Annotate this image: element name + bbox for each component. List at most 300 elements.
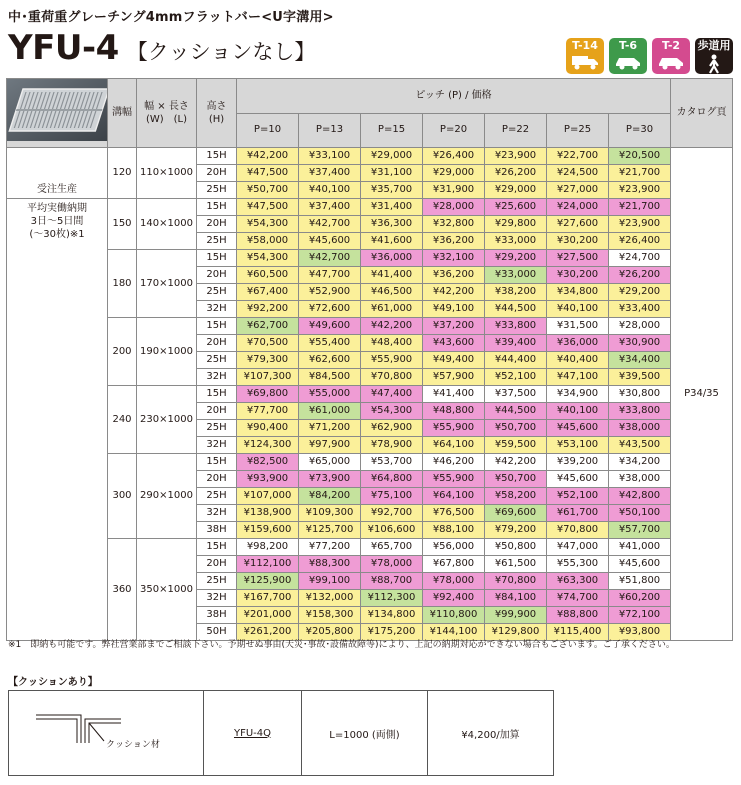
table-row <box>7 250 733 267</box>
price-cell: ¥29,200 <box>609 284 671 301</box>
cushion-title: 【クッションあり】 <box>8 677 98 688</box>
lead-time-label: 平均実働納期 <box>27 203 87 214</box>
height-value: 20H <box>197 267 237 284</box>
groove-width: 240 <box>108 386 137 454</box>
price-cell: ¥88,700 <box>361 573 423 590</box>
table-row <box>7 148 733 165</box>
height-value: 25H <box>197 284 237 301</box>
price-cell: ¥50,700 <box>237 182 299 199</box>
header-size-sub: (W) (L) <box>145 114 188 125</box>
grating-size: 190×1000 <box>137 318 197 386</box>
price-cell: ¥31,500 <box>547 318 609 335</box>
photo-spacer <box>7 148 108 182</box>
cushion-model: YFU-4Q <box>204 691 302 776</box>
price-cell: ¥110,800 <box>423 607 485 624</box>
grating-size: 230×1000 <box>137 386 197 454</box>
cushion-price: ¥4,200/加算 <box>428 691 554 776</box>
price-cell: ¥24,700 <box>609 250 671 267</box>
header-pitch-4: P=20 <box>423 113 485 148</box>
header-pitch-1: P=10 <box>237 113 299 148</box>
price-cell: ¥27,600 <box>547 216 609 233</box>
price-cell: ¥40,400 <box>547 352 609 369</box>
price-cell: ¥60,200 <box>609 590 671 607</box>
price-cell: ¥28,000 <box>423 199 485 216</box>
price-cell: ¥60,500 <box>237 267 299 284</box>
table-row <box>7 199 733 216</box>
header-pitch-3: P=15 <box>361 113 423 148</box>
table-row <box>7 539 733 556</box>
price-cell: ¥201,000 <box>237 607 299 624</box>
price-cell: ¥48,800 <box>423 403 485 420</box>
cushion-diagram <box>26 709 186 755</box>
price-cell: ¥49,100 <box>423 301 485 318</box>
price-cell: ¥21,700 <box>609 199 671 216</box>
price-cell: ¥33,100 <box>299 148 361 165</box>
price-cell: ¥50,800 <box>485 539 547 556</box>
price-cell: ¥50,100 <box>609 505 671 522</box>
price-cell: ¥70,800 <box>547 522 609 539</box>
height-value: 25H <box>197 488 237 505</box>
price-cell: ¥33,000 <box>485 267 547 284</box>
price-cell: ¥24,000 <box>547 199 609 216</box>
price-cell: ¥167,700 <box>237 590 299 607</box>
price-cell: ¥75,100 <box>361 488 423 505</box>
price-cell: ¥78,000 <box>423 573 485 590</box>
price-cell: ¥59,500 <box>485 437 547 454</box>
pedestrian-icon <box>704 54 724 74</box>
price-cell: ¥49,600 <box>299 318 361 335</box>
badge-label: 歩道用 <box>697 39 731 52</box>
groove-width: 200 <box>108 318 137 386</box>
price-cell: ¥159,600 <box>237 522 299 539</box>
price-cell: ¥47,500 <box>237 199 299 216</box>
height-value: 32H <box>197 437 237 454</box>
height-value: 20H <box>197 335 237 352</box>
price-cell: ¥84,200 <box>299 488 361 505</box>
header-pitch: ピッチ (P) / 価格 <box>237 79 671 114</box>
price-cell: ¥42,200 <box>485 454 547 471</box>
price-cell: ¥93,800 <box>609 624 671 641</box>
height-value: 20H <box>197 471 237 488</box>
price-cell: ¥29,200 <box>485 250 547 267</box>
price-cell: ¥78,000 <box>361 556 423 573</box>
price-cell: ¥64,100 <box>423 488 485 505</box>
height-value: 25H <box>197 573 237 590</box>
groove-width: 360 <box>108 539 137 641</box>
price-cell: ¥158,300 <box>299 607 361 624</box>
lead-time-qty: (～30枚)※1 <box>29 229 85 240</box>
price-cell: ¥30,200 <box>547 233 609 250</box>
price-cell: ¥92,700 <box>361 505 423 522</box>
model-variant: 【クッションなし】 <box>126 40 316 64</box>
badge-1 <box>566 38 604 74</box>
price-cell: ¥50,700 <box>485 471 547 488</box>
price-cell: ¥44,400 <box>485 352 547 369</box>
badge-label: T-6 <box>618 39 638 52</box>
height-value: 15H <box>197 148 237 165</box>
header-size-label: 幅 × 長さ <box>144 101 189 112</box>
height-value: 25H <box>197 420 237 437</box>
price-cell: ¥36,200 <box>423 233 485 250</box>
price-cell: ¥72,600 <box>299 301 361 318</box>
price-cell: ¥71,200 <box>299 420 361 437</box>
price-cell: ¥70,800 <box>485 573 547 590</box>
price-cell: ¥41,600 <box>361 233 423 250</box>
price-cell: ¥205,800 <box>299 624 361 641</box>
price-cell: ¥32,100 <box>423 250 485 267</box>
grating-size: 140×1000 <box>137 199 197 250</box>
price-cell: ¥42,200 <box>361 318 423 335</box>
price-cell: ¥44,500 <box>485 403 547 420</box>
price-cell: ¥53,100 <box>547 437 609 454</box>
price-cell: ¥34,200 <box>609 454 671 471</box>
price-cell: ¥33,800 <box>609 403 671 420</box>
grating-size: 290×1000 <box>137 454 197 539</box>
price-cell: ¥56,000 <box>423 539 485 556</box>
price-cell: ¥50,700 <box>485 420 547 437</box>
lead-time-note <box>7 199 108 641</box>
table-row <box>7 454 733 471</box>
price-cell: ¥57,900 <box>423 369 485 386</box>
price-cell: ¥90,400 <box>237 420 299 437</box>
price-cell: ¥107,300 <box>237 369 299 386</box>
price-cell: ¥42,700 <box>299 216 361 233</box>
price-cell: ¥67,800 <box>423 556 485 573</box>
price-cell: ¥84,100 <box>485 590 547 607</box>
subtitle: 中･重荷重グレーチング4mmフラットバー<U字溝用> <box>8 10 334 25</box>
price-cell: ¥28,000 <box>609 318 671 335</box>
price-cell: ¥41,400 <box>423 386 485 403</box>
height-value: 25H <box>197 182 237 199</box>
price-cell: ¥112,300 <box>361 590 423 607</box>
price-cell: ¥36,200 <box>423 267 485 284</box>
price-cell: ¥26,200 <box>485 165 547 182</box>
price-cell: ¥37,400 <box>299 165 361 182</box>
price-cell: ¥40,100 <box>299 182 361 199</box>
title-row <box>8 28 315 68</box>
price-cell: ¥55,900 <box>423 420 485 437</box>
price-cell: ¥38,000 <box>609 471 671 488</box>
price-cell: ¥52,100 <box>485 369 547 386</box>
price-cell: ¥45,600 <box>547 420 609 437</box>
groove-width: 150 <box>108 199 137 250</box>
table-row <box>7 318 733 335</box>
height-value: 20H <box>197 403 237 420</box>
price-cell: ¥78,900 <box>361 437 423 454</box>
price-cell: ¥45,600 <box>299 233 361 250</box>
price-cell: ¥31,400 <box>361 199 423 216</box>
price-cell: ¥24,500 <box>547 165 609 182</box>
price-cell: ¥21,700 <box>609 165 671 182</box>
price-cell: ¥31,900 <box>423 182 485 199</box>
price-cell: ¥46,200 <box>423 454 485 471</box>
price-cell: ¥99,900 <box>485 607 547 624</box>
price-cell: ¥36,000 <box>361 250 423 267</box>
height-value: 38H <box>197 607 237 624</box>
price-cell: ¥30,900 <box>609 335 671 352</box>
price-cell: ¥55,300 <box>547 556 609 573</box>
price-cell: ¥55,000 <box>299 386 361 403</box>
price-cell: ¥79,200 <box>485 522 547 539</box>
price-cell: ¥23,900 <box>609 216 671 233</box>
price-cell: ¥43,500 <box>609 437 671 454</box>
price-cell: ¥65,700 <box>361 539 423 556</box>
price-cell: ¥64,800 <box>361 471 423 488</box>
price-cell: ¥47,100 <box>547 369 609 386</box>
price-cell: ¥88,300 <box>299 556 361 573</box>
cushion-length: L=1000 (両側) <box>302 691 428 776</box>
badge-label: T-14 <box>572 39 598 52</box>
price-cell: ¥62,900 <box>361 420 423 437</box>
header-catalog: カタログ頁 <box>671 79 733 148</box>
price-cell: ¥52,900 <box>299 284 361 301</box>
price-cell: ¥41,400 <box>361 267 423 284</box>
price-cell: ¥34,900 <box>547 386 609 403</box>
price-cell: ¥58,200 <box>485 488 547 505</box>
price-cell: ¥57,700 <box>609 522 671 539</box>
height-value: 15H <box>197 318 237 335</box>
price-cell: ¥31,100 <box>361 165 423 182</box>
badge-4 <box>695 38 733 74</box>
price-cell: ¥54,300 <box>237 216 299 233</box>
height-value: 20H <box>197 556 237 573</box>
price-cell: ¥107,000 <box>237 488 299 505</box>
price-cell: ¥54,300 <box>361 403 423 420</box>
price-cell: ¥67,400 <box>237 284 299 301</box>
price-cell: ¥134,800 <box>361 607 423 624</box>
price-cell: ¥88,100 <box>423 522 485 539</box>
price-cell: ¥77,200 <box>299 539 361 556</box>
price-cell: ¥38,200 <box>485 284 547 301</box>
price-cell: ¥61,500 <box>485 556 547 573</box>
price-cell: ¥22,700 <box>547 148 609 165</box>
price-cell: ¥61,000 <box>361 301 423 318</box>
grating-size: 350×1000 <box>137 539 197 641</box>
header-pitch-7: P=30 <box>609 113 671 148</box>
price-cell: ¥55,900 <box>361 352 423 369</box>
cushion-table <box>8 690 554 776</box>
grating-photo-cell <box>7 79 108 148</box>
height-value: 32H <box>197 301 237 318</box>
price-cell: ¥33,800 <box>485 318 547 335</box>
price-cell: ¥33,400 <box>609 301 671 318</box>
price-cell: ¥27,000 <box>547 182 609 199</box>
price-cell: ¥129,800 <box>485 624 547 641</box>
grating-size: 110×1000 <box>137 148 197 199</box>
height-value: 32H <box>197 369 237 386</box>
price-cell: ¥62,700 <box>237 318 299 335</box>
price-cell: ¥72,100 <box>609 607 671 624</box>
height-value: 50H <box>197 624 237 641</box>
height-value: 25H <box>197 233 237 250</box>
badge-3 <box>652 38 690 74</box>
price-cell: ¥38,000 <box>609 420 671 437</box>
table-row <box>7 386 733 403</box>
price-cell: ¥70,800 <box>361 369 423 386</box>
price-cell: ¥29,000 <box>485 182 547 199</box>
price-cell: ¥42,200 <box>423 284 485 301</box>
price-cell: ¥42,800 <box>609 488 671 505</box>
price-cell: ¥51,800 <box>609 573 671 590</box>
price-cell: ¥144,100 <box>423 624 485 641</box>
price-cell: ¥37,500 <box>485 386 547 403</box>
header-size <box>137 79 197 148</box>
price-cell: ¥53,700 <box>361 454 423 471</box>
price-cell: ¥44,500 <box>485 301 547 318</box>
price-cell: ¥47,500 <box>237 165 299 182</box>
price-cell: ¥30,800 <box>609 386 671 403</box>
price-cell: ¥47,000 <box>547 539 609 556</box>
price-cell: ¥109,300 <box>299 505 361 522</box>
price-cell: ¥41,000 <box>609 539 671 556</box>
header-height-sub: (H) <box>208 114 225 125</box>
badge-2 <box>609 38 647 74</box>
price-cell: ¥77,700 <box>237 403 299 420</box>
footnote: ※1 即納も可能です。弊社営業部までご相談下さい。予期せぬ事由(天災･事故･設備故障等)により、上記の納期対応ができない場合もございます。ご了承ください。 <box>8 640 675 650</box>
price-cell: ¥43,600 <box>423 335 485 352</box>
price-cell: ¥34,400 <box>609 352 671 369</box>
cushion-diagram-cell <box>9 691 204 776</box>
price-cell: ¥47,400 <box>361 386 423 403</box>
catalog-page: P34/35 <box>671 148 733 641</box>
height-value: 15H <box>197 250 237 267</box>
truck-icon <box>571 54 599 70</box>
price-cell: ¥124,300 <box>237 437 299 454</box>
price-cell: ¥69,800 <box>237 386 299 403</box>
price-cell: ¥62,600 <box>299 352 361 369</box>
price-cell: ¥39,500 <box>609 369 671 386</box>
load-class-badges <box>566 38 733 74</box>
price-table <box>6 78 733 641</box>
price-cell: ¥88,800 <box>547 607 609 624</box>
height-value: 25H <box>197 352 237 369</box>
price-cell: ¥55,400 <box>299 335 361 352</box>
price-cell: ¥26,200 <box>609 267 671 284</box>
badge-label: T-2 <box>661 39 681 52</box>
price-cell: ¥26,400 <box>423 148 485 165</box>
car-icon <box>614 54 642 70</box>
price-cell: ¥47,700 <box>299 267 361 284</box>
price-cell: ¥76,500 <box>423 505 485 522</box>
grating-photo <box>7 79 107 141</box>
header-width: 溝幅 <box>108 79 137 148</box>
price-cell: ¥46,500 <box>361 284 423 301</box>
price-cell: ¥58,000 <box>237 233 299 250</box>
price-cell: ¥92,200 <box>237 301 299 318</box>
price-cell: ¥82,500 <box>237 454 299 471</box>
groove-width: 300 <box>108 454 137 539</box>
price-cell: ¥125,700 <box>299 522 361 539</box>
price-cell: ¥79,300 <box>237 352 299 369</box>
price-cell: ¥175,200 <box>361 624 423 641</box>
price-cell: ¥49,400 <box>423 352 485 369</box>
height-value: 15H <box>197 199 237 216</box>
price-cell: ¥63,300 <box>547 573 609 590</box>
lead-time-days: 3日～5日間 <box>30 216 84 227</box>
groove-width: 180 <box>108 250 137 318</box>
price-cell: ¥32,800 <box>423 216 485 233</box>
height-value: 32H <box>197 505 237 522</box>
price-cell: ¥84,500 <box>299 369 361 386</box>
header-pitch-5: P=22 <box>485 113 547 148</box>
price-cell: ¥26,400 <box>609 233 671 250</box>
price-cell: ¥20,500 <box>609 148 671 165</box>
price-cell: ¥29,000 <box>361 148 423 165</box>
price-cell: ¥138,900 <box>237 505 299 522</box>
price-cell: ¥106,600 <box>361 522 423 539</box>
price-cell: ¥98,200 <box>237 539 299 556</box>
price-cell: ¥36,000 <box>547 335 609 352</box>
grating-size: 170×1000 <box>137 250 197 318</box>
height-value: 15H <box>197 539 237 556</box>
price-cell: ¥55,900 <box>423 471 485 488</box>
groove-width: 120 <box>108 148 137 199</box>
price-cell: ¥92,400 <box>423 590 485 607</box>
price-cell: ¥61,000 <box>299 403 361 420</box>
price-cell: ¥74,700 <box>547 590 609 607</box>
height-value: 20H <box>197 165 237 182</box>
model-name: YFU-4 <box>8 28 119 68</box>
price-cell: ¥40,100 <box>547 301 609 318</box>
price-cell: ¥132,000 <box>299 590 361 607</box>
price-cell: ¥40,100 <box>547 403 609 420</box>
order-note: 受注生産 <box>7 182 108 199</box>
price-cell: ¥30,200 <box>547 267 609 284</box>
header-pitch-6: P=25 <box>547 113 609 148</box>
price-cell: ¥39,200 <box>547 454 609 471</box>
price-cell: ¥27,500 <box>547 250 609 267</box>
price-cell: ¥69,600 <box>485 505 547 522</box>
height-value: 15H <box>197 386 237 403</box>
price-cell: ¥37,400 <box>299 199 361 216</box>
price-cell: ¥61,700 <box>547 505 609 522</box>
price-cell: ¥261,200 <box>237 624 299 641</box>
price-cell: ¥125,900 <box>237 573 299 590</box>
price-cell: ¥23,900 <box>609 182 671 199</box>
price-cell: ¥65,000 <box>299 454 361 471</box>
price-cell: ¥45,600 <box>609 556 671 573</box>
price-cell: ¥35,700 <box>361 182 423 199</box>
price-cell: ¥42,700 <box>299 250 361 267</box>
price-cell: ¥23,900 <box>485 148 547 165</box>
price-cell: ¥42,200 <box>237 148 299 165</box>
price-cell: ¥93,900 <box>237 471 299 488</box>
price-cell: ¥48,400 <box>361 335 423 352</box>
price-cell: ¥33,000 <box>485 233 547 250</box>
price-cell: ¥29,800 <box>485 216 547 233</box>
price-cell: ¥45,600 <box>547 471 609 488</box>
header-pitch-2: P=13 <box>299 113 361 148</box>
car-icon <box>657 54 685 70</box>
price-cell: ¥29,000 <box>423 165 485 182</box>
price-cell: ¥52,100 <box>547 488 609 505</box>
price-cell: ¥115,400 <box>547 624 609 641</box>
price-cell: ¥36,300 <box>361 216 423 233</box>
height-value: 20H <box>197 216 237 233</box>
price-cell: ¥37,200 <box>423 318 485 335</box>
header-height-label: 高さ <box>206 101 227 112</box>
price-cell: ¥97,900 <box>299 437 361 454</box>
cushion-diagram-label: クッション材 <box>106 739 160 750</box>
header-height <box>197 79 237 148</box>
price-cell: ¥64,100 <box>423 437 485 454</box>
height-value: 15H <box>197 454 237 471</box>
price-cell: ¥112,100 <box>237 556 299 573</box>
height-value: 38H <box>197 522 237 539</box>
price-cell: ¥99,100 <box>299 573 361 590</box>
price-cell: ¥34,800 <box>547 284 609 301</box>
price-cell: ¥70,500 <box>237 335 299 352</box>
